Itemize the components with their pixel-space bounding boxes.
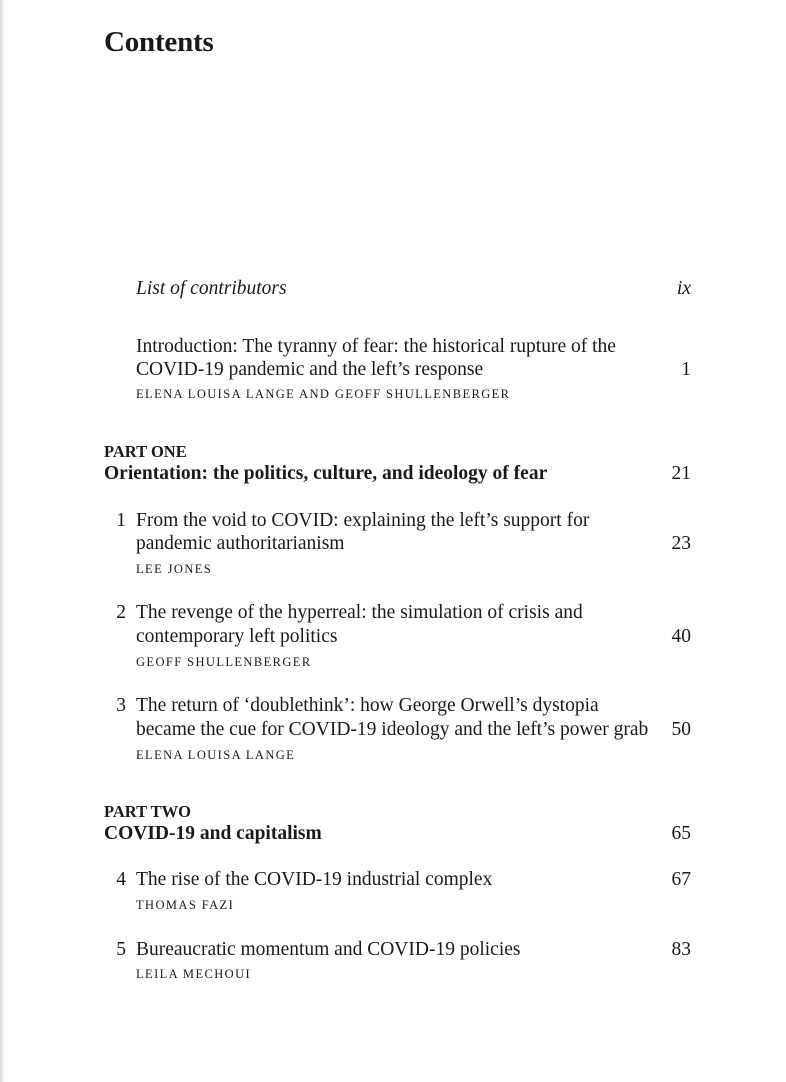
chapter-1-author: LEE JONES	[136, 562, 213, 576]
chapter-1-number: 1	[116, 510, 126, 531]
chapter-5-author: LEILA MECHOUI	[136, 967, 252, 981]
part-two-label: PART TWO	[104, 802, 191, 821]
part-two-title[interactable]: COVID-19 and capitalism	[104, 823, 322, 844]
chapter-3-title-line1[interactable]: The return of ‘doublethink’: how George Orwell’s dystopia	[136, 695, 599, 716]
chapter-4-author: THOMAS FAZI	[136, 898, 235, 912]
part-one-page: 21	[671, 463, 691, 484]
chapter-5-page: 83	[671, 939, 691, 960]
toc-author-introduction: ELENA LOUISA LANGE AND GEOFF SHULLENBERGER	[136, 387, 511, 401]
toc-page-contributors: ix	[676, 278, 691, 299]
part-one-title[interactable]: Orientation: the politics, culture, and ideology of fear	[104, 463, 548, 484]
chapter-2-author: GEOFF SHULLENBERGER	[136, 655, 312, 669]
page-title: Contents	[104, 26, 214, 58]
chapter-3-title-line2[interactable]: became the cue for COVID-19 ideology and the left’s power grab	[136, 719, 649, 740]
chapter-5-number: 5	[116, 939, 126, 960]
chapter-4-page: 67	[671, 869, 691, 890]
toc-entry-introduction-line1[interactable]: Introduction: The tyranny of fear: the historical rupture of the	[136, 336, 616, 357]
part-two-page: 65	[671, 823, 691, 844]
toc-entry-contributors[interactable]: List of contributors	[136, 278, 287, 299]
chapter-3-author: ELENA LOUISA LANGE	[136, 748, 296, 762]
chapter-1-title-line2[interactable]: pandemic authoritarianism	[136, 533, 345, 554]
chapter-2-title-line1[interactable]: The revenge of the hyperreal: the simulation of crisis and	[136, 602, 583, 623]
chapter-2-page: 40	[671, 626, 691, 647]
toc-page-introduction: 1	[681, 359, 691, 380]
chapter-2-number: 2	[116, 602, 126, 623]
chapter-3-page: 50	[671, 719, 691, 740]
part-one-label: PART ONE	[104, 442, 187, 461]
chapter-5-title-line1[interactable]: Bureaucratic momentum and COVID-19 policies	[136, 939, 521, 960]
toc-entry-introduction-line2[interactable]: COVID-19 pandemic and the left’s response	[136, 359, 484, 380]
chapter-4-number: 4	[116, 869, 126, 890]
chapter-1-title-line1[interactable]: From the void to COVID: explaining the left’s support for	[136, 510, 590, 531]
page-edge-shadow	[0, 0, 4, 1082]
chapter-1-page: 23	[671, 533, 691, 554]
chapter-2-title-line2[interactable]: contemporary left politics	[136, 626, 338, 647]
chapter-4-title-line1[interactable]: The rise of the COVID-19 industrial complex	[136, 869, 493, 890]
chapter-3-number: 3	[116, 695, 126, 716]
